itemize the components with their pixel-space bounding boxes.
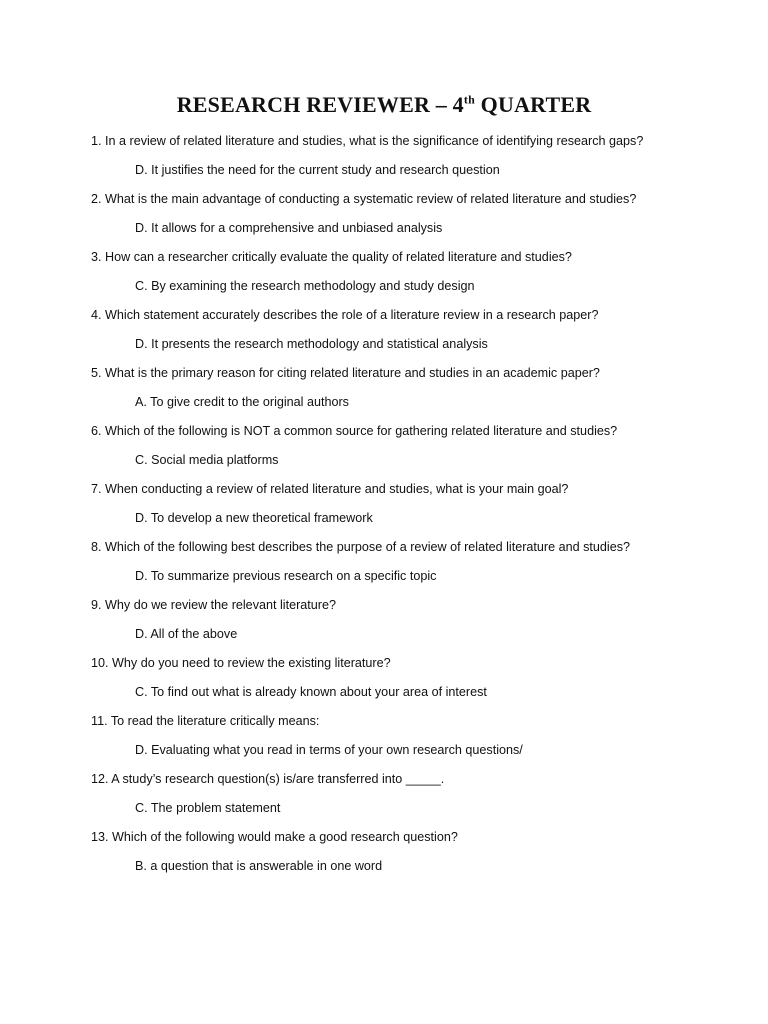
question-item	[0, 131, 768, 189]
answer-text: C. To find out what is already known about your area of interest	[135, 685, 487, 699]
answer-text: D. To develop a new theoretical framework	[135, 511, 373, 525]
answer-text: D. All of the above	[135, 627, 238, 641]
answer-text: A. To give credit to the original authors	[135, 395, 349, 409]
question-text: 5. What is the primary reason for citing related literature and studies in an academic paper?	[91, 366, 600, 380]
question-text: 1. In a review of related literature and studies, what is the significance of identifying research gaps?	[91, 134, 644, 148]
answer-text: D. It presents the research methodology and statistical analysis	[135, 337, 488, 351]
page-title-tail: QUARTER	[474, 92, 592, 117]
question-item	[0, 305, 768, 363]
answer-text: D. It allows for a comprehensive and unbiased analysis	[135, 221, 443, 235]
question-text: 7. When conducting a review of related literature and studies, what is your main goal?	[91, 482, 569, 496]
answer-text: C. The problem statement	[135, 801, 281, 815]
question-text: 13. Which of the following would make a good research question?	[91, 830, 458, 844]
question-list	[0, 131, 768, 885]
answer-text: D. It justifies the need for the current study and research question	[135, 163, 500, 177]
answer-text: D. To summarize previous research on a specific topic	[135, 569, 437, 583]
question-text: 12. A study’s research question(s) is/are transferred into _____.	[91, 772, 445, 786]
page-title-superscript: th	[463, 92, 475, 107]
question-text: 2. What is the main advantage of conducting a systematic review of related literature and studies?	[91, 192, 637, 206]
question-item	[0, 247, 768, 305]
question-item	[0, 537, 768, 595]
answer-text: C. Social media platforms	[135, 453, 279, 467]
question-text: 3. How can a researcher critically evaluate the quality of related literature and studies?	[91, 250, 572, 264]
question-item	[0, 653, 768, 711]
question-text: 6. Which of the following is NOT a common source for gathering related literature and studies?	[91, 424, 618, 438]
question-item	[0, 827, 768, 885]
answer-text: C. By examining the research methodology and study design	[135, 279, 475, 293]
question-text: 8. Which of the following best describes the purpose of a review of related literature and studies?	[91, 540, 631, 554]
answer-text: D. Evaluating what you read in terms of your own research questions/	[135, 743, 523, 757]
question-item	[0, 421, 768, 479]
question-item	[0, 595, 768, 653]
question-text: 11. To read the literature critically means:	[91, 714, 320, 728]
question-text: 4. Which statement accurately describes the role of a literature review in a research paper?	[91, 308, 599, 322]
question-item	[0, 189, 768, 247]
question-text: 10. Why do you need to review the existing literature?	[91, 656, 391, 670]
question-text: 9. Why do we review the relevant literature?	[91, 598, 336, 612]
question-item	[0, 479, 768, 537]
question-item	[0, 711, 768, 769]
question-item	[0, 769, 768, 827]
answer-text: B. a question that is answerable in one word	[135, 859, 383, 873]
page-title-main: RESEARCH REVIEWER – 4	[176, 92, 464, 117]
page-title	[0, 92, 768, 118]
question-item	[0, 363, 768, 421]
